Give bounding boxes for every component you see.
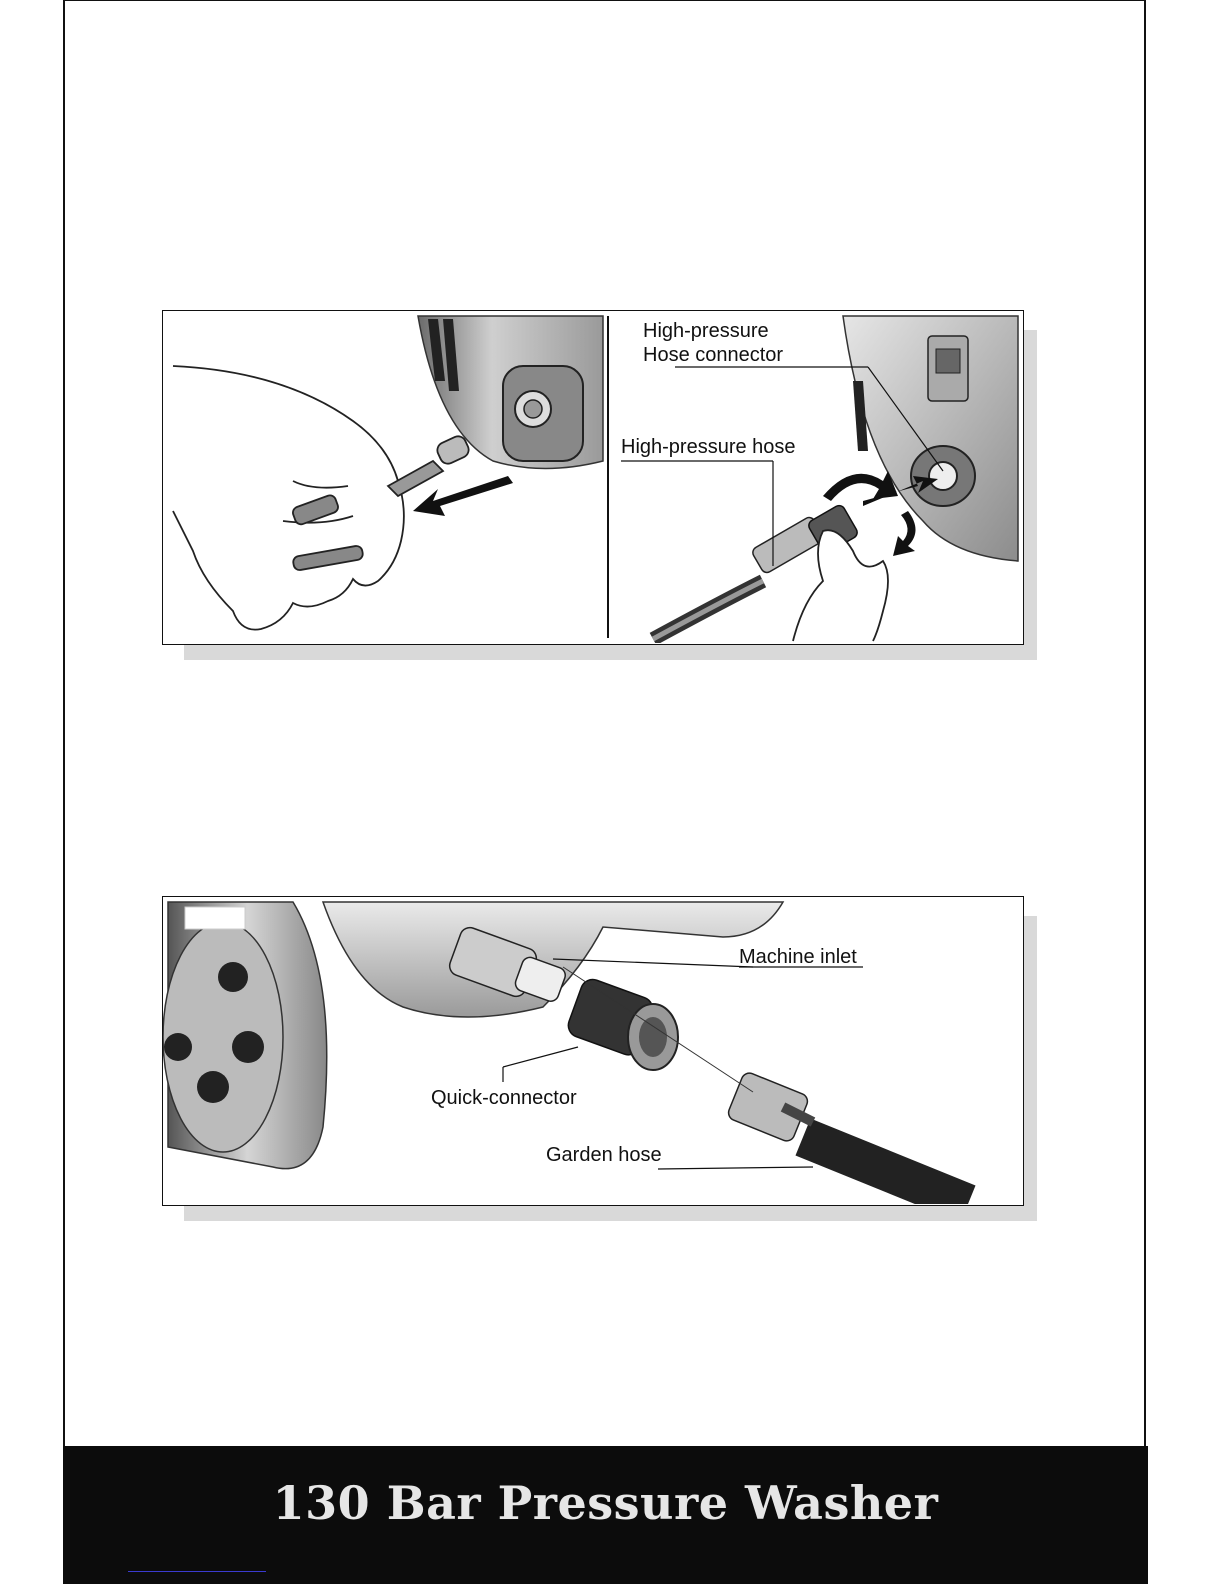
- machine-body-right: [843, 316, 1018, 561]
- machine-wheel: [163, 902, 327, 1169]
- figure-2-illustration: [163, 897, 1022, 1204]
- hp-hose-label: High-pressure hose: [621, 436, 796, 458]
- garden-hose-leader: [658, 1167, 813, 1169]
- page-border: [63, 0, 1146, 1584]
- garden-hose-part: [726, 1071, 968, 1204]
- footer-title: 130 Bar Pressure Washer: [272, 1476, 939, 1530]
- footer-link-line[interactable]: [128, 1571, 266, 1572]
- machine-inlet-leader: [553, 959, 753, 967]
- hp-connector-label-line1: High-pressure: [643, 320, 769, 342]
- garden-hose-label: Garden hose: [546, 1144, 662, 1166]
- footer-bar: [63, 1446, 1148, 1584]
- hand-with-pliers: [173, 366, 471, 630]
- removal-arrow: [413, 476, 513, 516]
- figure-2: [162, 896, 1024, 1206]
- figure-1-illustration: [163, 311, 1022, 643]
- quick-connector-part: [565, 976, 678, 1070]
- machine-inlet-label: Machine inlet: [739, 946, 857, 968]
- hp-connector-label-line2: Hose connector: [643, 344, 784, 366]
- quick-connector-label: Quick-connector: [431, 1087, 577, 1109]
- figure-1: [162, 310, 1024, 645]
- quick-connector-leader: [503, 1047, 578, 1067]
